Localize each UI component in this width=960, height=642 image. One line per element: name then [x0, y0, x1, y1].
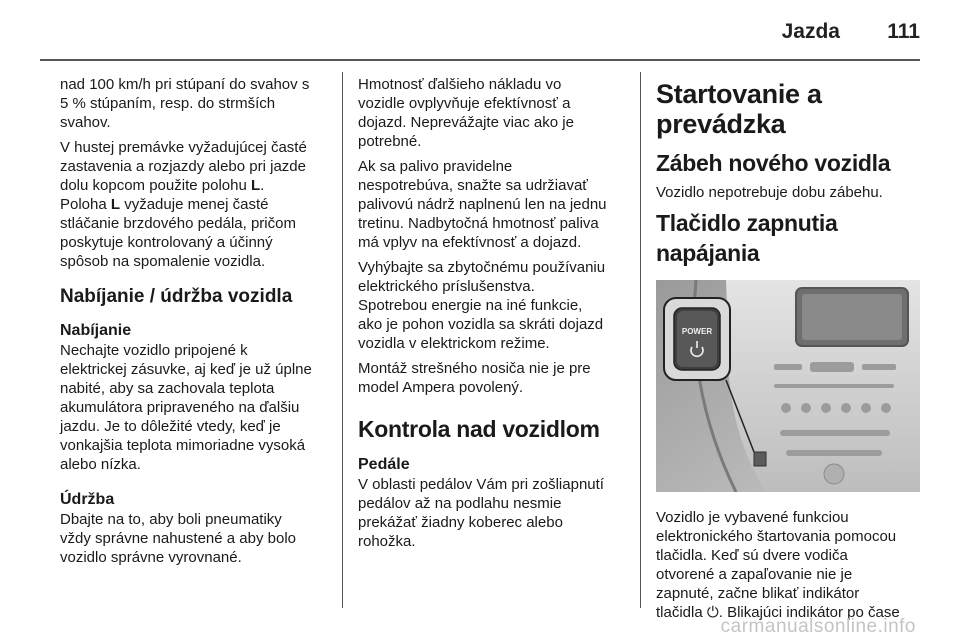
text-line: vozidlo správne vyrovnané.	[60, 549, 242, 566]
column-divider	[640, 72, 641, 608]
text-line: zapnuté, začne blikať indikátor	[656, 585, 860, 602]
text-line: vždy správne nahustené a aby bolo	[60, 530, 296, 547]
text-line: stláčanie brzdového pedála, pričom	[60, 215, 296, 232]
text-line: elektrickej zásuvke, aj keď je už úplne	[60, 361, 312, 378]
text-line: Hmotnosť ďalšieho nákladu vo	[358, 76, 562, 93]
column-3	[656, 75, 926, 628]
text-line: nespotrebúva, snažte sa udržiavať	[358, 177, 588, 194]
text-line: tretinu. Nadbytočná hmotnosť paliva	[358, 215, 599, 232]
heading-new-vehicle-break-in: Zábeh nového vozidla	[656, 150, 891, 176]
text-line: Ak sa palivo pravidelne	[358, 158, 513, 175]
heading-pedals: Pedále	[358, 456, 410, 473]
column-2	[358, 75, 630, 557]
text-line: pedálov až na podlahu nesmie	[358, 495, 562, 512]
heading-charging-maintenance: Nabíjanie / údržba vozidla	[60, 286, 293, 307]
text-line: Dbajte na to, aby boli pneumatiky	[60, 511, 282, 528]
text-line: spôsob na spomalenie vozidla.	[60, 253, 266, 270]
text-line: Spotrebou energie na iné funkcie,	[358, 297, 583, 314]
paragraph	[358, 475, 630, 551]
text-line: vozidle ovplyvňuje efektívnosť a	[358, 95, 571, 112]
text-line: tlačidla. Keď sú dvere vodiča	[656, 547, 848, 564]
paragraph	[358, 258, 630, 353]
text-line: jazdu. Je to dôležité vtedy, keď je	[60, 418, 281, 435]
heading-starting-operation	[656, 79, 926, 139]
paragraph	[60, 341, 330, 474]
running-header-title: Jazda	[781, 20, 840, 43]
text-line: Vyhýbajte sa zbytočnému používaniu	[358, 259, 606, 276]
text-line: potrebné.	[358, 133, 422, 150]
text-line: napájania	[656, 240, 760, 266]
text-line: prekážať žiadny koberec alebo	[358, 514, 563, 531]
heading-charging: Nabíjanie	[60, 322, 132, 339]
text-line: vonkajšia teplota mimoriadne vysoká	[60, 437, 306, 454]
paragraph-line: tlačidla ⏻. Blikajúci indikátor po čase	[656, 604, 900, 621]
page-number: 111	[887, 20, 920, 43]
text-line: otvorené a zapaľovanie nie je	[656, 566, 853, 583]
text-line: má vplyv na efektívnosť a dojazd.	[358, 234, 582, 251]
paragraph	[358, 75, 630, 151]
text-line: palivovú nádrž naplnenú len na jednu	[358, 196, 607, 213]
text-line: Vozidlo je vybavené funkciou	[656, 509, 849, 526]
power-label: POWER	[681, 327, 713, 336]
text-line: 5 % stúpaním, resp. do strmších	[60, 95, 276, 112]
text-line: Montáž strešného nosiča nie je pre	[358, 360, 591, 377]
paragraph	[60, 214, 330, 271]
text-line: elektrického príslušenstva.	[358, 278, 535, 295]
paragraph: Vozidlo nepotrebuje dobu zábehu.	[656, 184, 883, 201]
text-line: dojazd. Neprevážajte viac ako je	[358, 114, 574, 131]
text-line: V oblasti pedálov Vám pri zošliapnutí	[358, 476, 604, 493]
text-line: alebo nízka.	[60, 456, 141, 473]
text-line: nad 100 km/h pri stúpaní do svahov s	[60, 76, 310, 93]
watermark: carmanualsonline.info	[720, 616, 916, 637]
text-line: model Ampera povolený.	[358, 379, 524, 396]
paragraph-line: dolu kopcom použite polohu L. Poloha L vyžaduje menej časté	[60, 177, 269, 213]
text-line: ako je pohon vozidla sa skráti dojazd	[358, 316, 604, 333]
text-line: rohožka.	[358, 533, 416, 550]
text-line: elektronického štartovania pomocou	[656, 528, 897, 545]
text-line: akumulátora pripraveného na ďalšiu	[60, 399, 300, 416]
text-line: Startovanie a	[656, 79, 822, 109]
dashboard-illustration	[656, 280, 920, 492]
text-line: vozidla v elektrickom režime.	[358, 335, 550, 352]
text-line: nabité, aby sa zachovala teplota	[60, 380, 275, 397]
dashboard-power-button-photo	[656, 280, 920, 492]
paragraph	[656, 508, 926, 603]
text-line: zastavenia a rozjazdy alebo pri jazde	[60, 158, 306, 175]
column-1	[60, 75, 330, 573]
text-line: svahov.	[60, 114, 111, 131]
paragraph	[60, 138, 330, 176]
paragraph	[60, 510, 330, 567]
paragraph	[358, 157, 630, 252]
text-line: prevádzka	[656, 109, 786, 139]
power-icon: ⏻	[706, 604, 719, 621]
heading-vehicle-control: Kontrola nad vozidlom	[358, 416, 600, 442]
text-line: Tlačidlo zapnutia	[656, 210, 838, 236]
heading-power-button	[656, 208, 926, 268]
heading-maintenance: Údržba	[60, 491, 115, 508]
text-line: poskytuje kontrolovaný a účinný	[60, 234, 273, 251]
column-divider	[342, 72, 343, 608]
power-button-small	[754, 452, 766, 466]
header-rule	[40, 59, 920, 61]
text-line: Nechajte vozidlo pripojené k	[60, 342, 248, 359]
paragraph	[60, 75, 330, 132]
paragraph	[358, 359, 630, 397]
text-line: V hustej premávke vyžadujúcej časté	[60, 139, 307, 156]
